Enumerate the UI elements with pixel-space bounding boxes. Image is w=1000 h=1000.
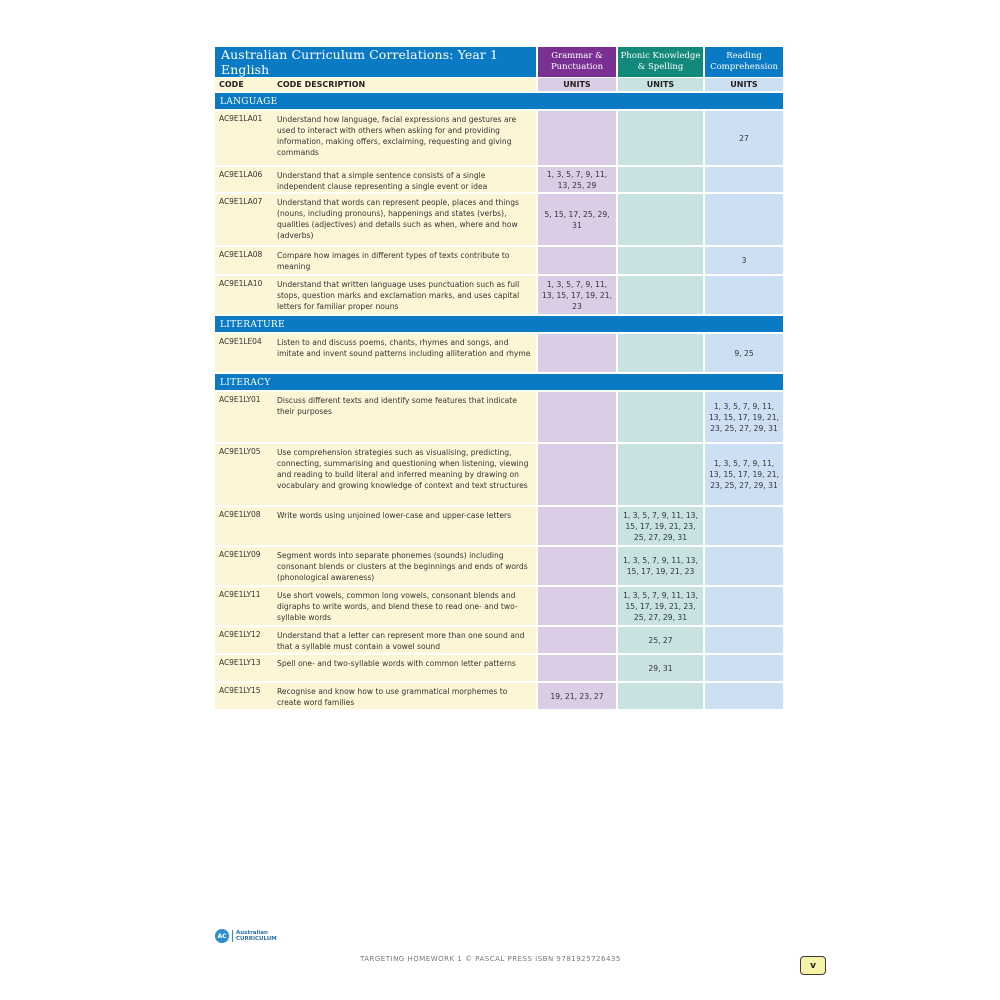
phonic-units — [616, 247, 703, 274]
grammar-units: 1, 3, 5, 7, 9, 11, 13, 25, 29 — [536, 167, 616, 192]
outcome-description: Understand how language, facial expressions and gestures are used to interact with others when asking for and providing information, making offers, exclaiming, requesting and giving commands — [271, 111, 536, 165]
table-row — [215, 625, 783, 653]
logo-line-1: Australian — [236, 930, 268, 936]
outcome-description: Understand that a letter can represent more than one sound and that a syllable must contain a vowel sound — [271, 627, 536, 653]
table-row — [215, 274, 783, 314]
grammar-units-label: UNITS — [536, 78, 616, 91]
phonic-units — [616, 334, 703, 372]
outcome-description: Spell one- and two-syllable words with common letter patterns — [271, 655, 536, 681]
phonic-units — [616, 392, 703, 442]
table-row — [215, 545, 783, 585]
grammar-units — [536, 507, 616, 545]
reading-units: 1, 3, 5, 7, 9, 11, 13, 15, 17, 19, 21, 23, 25, 27, 29, 31 — [703, 444, 783, 505]
table-row — [215, 390, 783, 442]
grammar-units — [536, 247, 616, 274]
grammar-units — [536, 587, 616, 625]
description-column-label: CODE DESCRIPTION — [271, 78, 536, 91]
grammar-units — [536, 444, 616, 505]
grammar-units — [536, 392, 616, 442]
table-title-row — [215, 47, 783, 77]
outcome-code: AC9E1LY08 — [215, 507, 271, 545]
grammar-units — [536, 111, 616, 165]
reading-units — [703, 276, 783, 314]
phonic-units: 29, 31 — [616, 655, 703, 681]
outcome-code: AC9E1LY09 — [215, 547, 271, 585]
table-row — [215, 245, 783, 274]
grammar-units: 1, 3, 5, 7, 9, 11, 13, 15, 17, 19, 21, 23 — [536, 276, 616, 314]
imprint-footer: TARGETING HOMEWORK 1 © PASCAL PRESS ISBN 9781925726435 — [360, 955, 621, 963]
column-header-reading: Reading Comprehension — [703, 47, 783, 77]
outcome-code: AC9E1LY13 — [215, 655, 271, 681]
reading-units — [703, 655, 783, 681]
curriculum-correlation-table — [215, 47, 783, 709]
reading-units: 3 — [703, 247, 783, 274]
phonic-units: 1, 3, 5, 7, 9, 11, 13, 15, 17, 19, 21, 23, 25, 27, 29, 31 — [616, 587, 703, 625]
outcome-code: AC9E1LY11 — [215, 587, 271, 625]
ac-logo-icon: AC — [215, 929, 229, 943]
phonic-units — [616, 111, 703, 165]
phonic-units: 1, 3, 5, 7, 9, 11, 13, 15, 17, 19, 21, 23 — [616, 547, 703, 585]
table-row — [215, 165, 783, 192]
outcome-code: AC9E1LA10 — [215, 276, 271, 314]
outcome-description: Use comprehension strategies such as visualising, predicting, connecting, summarising and questioning when listening, viewing and reading to build literal and inferred meaning by drawing on vocabulary and growing knowledge of context and text structures — [271, 444, 536, 505]
outcome-description: Understand that written language uses punctuation such as full stops, question marks and exclamation marks, and uses capital letters for familiar proper nouns — [271, 276, 536, 314]
reading-units: 1, 3, 5, 7, 9, 11, 13, 15, 17, 19, 21, 23, 25, 27, 29, 31 — [703, 392, 783, 442]
grammar-units — [536, 334, 616, 372]
table-row — [215, 332, 783, 372]
grammar-units: 19, 21, 23, 27 — [536, 683, 616, 709]
table-title: Australian Curriculum Correlations: Year 1 English — [215, 47, 536, 77]
phonic-units: 1, 3, 5, 7, 9, 11, 13, 15, 17, 19, 21, 23, 25, 27, 29, 31 — [616, 507, 703, 545]
page-number-badge: v — [800, 956, 826, 975]
logo-text — [236, 930, 277, 942]
table-row — [215, 109, 783, 165]
reading-units — [703, 167, 783, 192]
outcome-code: AC9E1LE04 — [215, 334, 271, 372]
outcome-code: AC9E1LA01 — [215, 111, 271, 165]
outcome-description: Compare how images in different types of texts contribute to meaning — [271, 247, 536, 274]
table-row — [215, 681, 783, 709]
reading-units — [703, 507, 783, 545]
outcome-description: Discuss different texts and identify some features that indicate their purposes — [271, 392, 536, 442]
australian-curriculum-logo — [215, 929, 277, 943]
outcome-code: AC9E1LY01 — [215, 392, 271, 442]
reading-units — [703, 587, 783, 625]
reading-units: 27 — [703, 111, 783, 165]
section-header-literature: LITERATURE — [215, 314, 783, 332]
column-header-phonic: Phonic Knowledge & Spelling — [616, 47, 703, 77]
reading-units — [703, 547, 783, 585]
outcome-code: AC9E1LA08 — [215, 247, 271, 274]
table-body — [215, 91, 783, 709]
table-row — [215, 505, 783, 545]
reading-units: 9, 25 — [703, 334, 783, 372]
phonic-units-label: UNITS — [616, 78, 703, 91]
logo-divider — [232, 930, 233, 942]
section-header-literacy: LITERACY — [215, 372, 783, 390]
subheader-row — [215, 77, 783, 91]
column-header-grammar: Grammar & Punctuation — [536, 47, 616, 77]
phonic-units — [616, 167, 703, 192]
outcome-description: Listen to and discuss poems, chants, rhymes and songs, and imitate and invent sound patterns including alliteration and rhyme — [271, 334, 536, 372]
outcome-code: AC9E1LA07 — [215, 194, 271, 245]
outcome-description: Understand that words can represent people, places and things (nouns, including pronouns), happenings and states (verbs), qualities (adjectives) and details such as when, where and how (adverbs) — [271, 194, 536, 245]
outcome-description: Understand that a simple sentence consists of a single independent clause representing a single event or idea — [271, 167, 536, 192]
grammar-units — [536, 655, 616, 681]
table-row — [215, 192, 783, 245]
reading-units-label: UNITS — [703, 78, 783, 91]
section-header-language: LANGUAGE — [215, 91, 783, 109]
logo-line-2: CURRICULUM — [236, 936, 277, 942]
phonic-units — [616, 194, 703, 245]
code-column-label: CODE — [215, 78, 271, 91]
reading-units — [703, 683, 783, 709]
outcome-description: Use short vowels, common long vowels, consonant blends and digraphs to write words, and blend these to read one- and two-syllable words — [271, 587, 536, 625]
table-row — [215, 585, 783, 625]
phonic-units — [616, 683, 703, 709]
phonic-units — [616, 444, 703, 505]
outcome-description: Write words using unjoined lower-case and upper-case letters — [271, 507, 536, 545]
phonic-units — [616, 276, 703, 314]
outcome-code: AC9E1LY12 — [215, 627, 271, 653]
grammar-units — [536, 547, 616, 585]
reading-units — [703, 627, 783, 653]
grammar-units — [536, 627, 616, 653]
outcome-description: Recognise and know how to use grammatical morphemes to create word families — [271, 683, 536, 709]
grammar-units: 5, 15, 17, 25, 29, 31 — [536, 194, 616, 245]
reading-units — [703, 194, 783, 245]
phonic-units: 25, 27 — [616, 627, 703, 653]
outcome-code: AC9E1LY15 — [215, 683, 271, 709]
table-row — [215, 653, 783, 681]
outcome-description: Segment words into separate phonemes (sounds) including consonant blends or clusters at the beginnings and ends of words (phonological awareness) — [271, 547, 536, 585]
outcome-code: AC9E1LY05 — [215, 444, 271, 505]
outcome-code: AC9E1LA06 — [215, 167, 271, 192]
table-row — [215, 442, 783, 505]
